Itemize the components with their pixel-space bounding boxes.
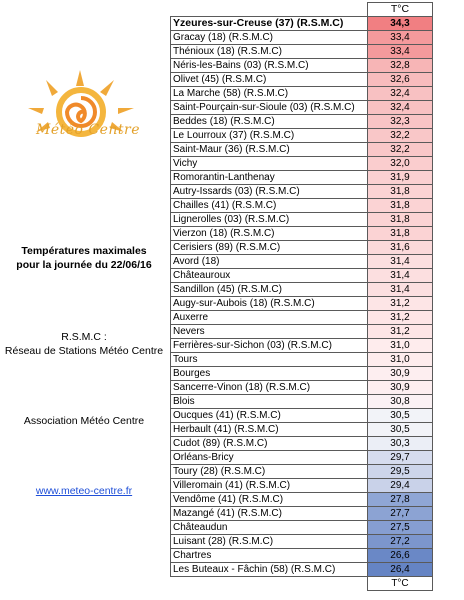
temperature-value: 31,0 xyxy=(368,339,433,353)
table-row xyxy=(171,171,433,185)
table-row xyxy=(171,45,433,59)
table-header-row xyxy=(171,3,433,17)
temperature-value: 31,8 xyxy=(368,227,433,241)
table-row xyxy=(171,437,433,451)
rsmc-line-2: Réseau de Stations Météo Centre xyxy=(4,345,164,357)
temperature-value: 30,5 xyxy=(368,423,433,437)
table-footer-row xyxy=(171,577,433,591)
table-row xyxy=(171,507,433,521)
station-name: Mazangé (41) (R.S.M.C) xyxy=(171,507,368,521)
table-row xyxy=(171,269,433,283)
table-row xyxy=(171,493,433,507)
station-name: Bourges xyxy=(171,367,368,381)
temperature-value: 26,4 xyxy=(368,563,433,577)
sun-spiral-icon xyxy=(6,64,156,154)
temperature-value: 30,9 xyxy=(368,367,433,381)
station-name: Le Lourroux (37) (R.S.M.C) xyxy=(171,129,368,143)
station-name: Oucques (41) (R.S.M.C) xyxy=(171,409,368,423)
table-row xyxy=(171,381,433,395)
station-name: Cerisiers (89) (R.S.M.C) xyxy=(171,241,368,255)
temperature-value: 31,2 xyxy=(368,311,433,325)
temperature-value: 31,4 xyxy=(368,269,433,283)
logo-text: Météo Centre xyxy=(36,122,141,138)
temperature-value: 31,8 xyxy=(368,185,433,199)
station-name: Villeromain (41) (R.S.M.C) xyxy=(171,479,368,493)
temperature-value: 32,6 xyxy=(368,73,433,87)
table-row xyxy=(171,549,433,563)
table-row xyxy=(171,157,433,171)
table-row xyxy=(171,227,433,241)
temperature-value: 33,4 xyxy=(368,45,433,59)
table-row xyxy=(171,479,433,493)
table-row xyxy=(171,367,433,381)
footer-cell: T°C xyxy=(368,577,433,591)
station-name: Olivet (45) (R.S.M.C) xyxy=(171,73,368,87)
station-name: Thénioux (18) (R.S.M.C) xyxy=(171,45,368,59)
header-empty-cell xyxy=(171,3,368,17)
table-row xyxy=(171,563,433,577)
station-name: Gracay (18) (R.S.M.C) xyxy=(171,31,368,45)
temperature-value: 32,8 xyxy=(368,59,433,73)
table-row xyxy=(171,199,433,213)
table-row xyxy=(171,423,433,437)
station-name: Autry-Issards (03) (R.S.M.C) xyxy=(171,185,368,199)
temperature-value: 31,6 xyxy=(368,241,433,255)
temperature-value: 31,2 xyxy=(368,297,433,311)
station-name: Romorantin-Lanthenay xyxy=(171,171,368,185)
table-row xyxy=(171,185,433,199)
station-name: Lignerolles (03) (R.S.M.C) xyxy=(171,213,368,227)
temperature-value: 32,3 xyxy=(368,115,433,129)
temperature-value: 32,2 xyxy=(368,143,433,157)
station-name: Vierzon (18) (R.S.M.C) xyxy=(171,227,368,241)
table-row xyxy=(171,255,433,269)
station-name: Saint-Pourçain-sur-Sioule (03) (R.S.M.C) xyxy=(171,101,368,115)
station-name: Néris-les-Bains (03) (R.S.M.C) xyxy=(171,59,368,73)
temperature-value: 30,8 xyxy=(368,395,433,409)
title-line-2: pour la journée du 22/06/16 xyxy=(16,259,152,271)
temperature-value: 30,3 xyxy=(368,437,433,451)
station-name: Augy-sur-Aubois (18) (R.S.M.C) xyxy=(171,297,368,311)
table-row xyxy=(171,59,433,73)
temperature-value: 34,3 xyxy=(368,17,433,31)
left-panel xyxy=(0,0,168,600)
table-row xyxy=(171,101,433,115)
table-row xyxy=(171,283,433,297)
temperature-table xyxy=(170,2,433,591)
station-name: Châteaudun xyxy=(171,521,368,535)
temperature-value: 27,7 xyxy=(368,507,433,521)
footer-empty-cell xyxy=(171,577,368,591)
station-name: Les Buteaux - Fâchin (58) (R.S.M.C) xyxy=(171,563,368,577)
station-name: Cudot (89) (R.S.M.C) xyxy=(171,437,368,451)
temperature-value: 30,9 xyxy=(368,381,433,395)
temperature-value: 32,4 xyxy=(368,87,433,101)
temperature-value: 29,7 xyxy=(368,451,433,465)
table-row xyxy=(171,311,433,325)
table-row xyxy=(171,213,433,227)
rsmc-line-1: R.S.M.C : xyxy=(61,331,107,343)
temperature-value: 30,5 xyxy=(368,409,433,423)
temperature-value: 31,9 xyxy=(368,171,433,185)
table-row xyxy=(171,325,433,339)
station-name: Tours xyxy=(171,353,368,367)
table-row xyxy=(171,115,433,129)
temperature-value: 27,5 xyxy=(368,521,433,535)
temperature-value: 31,4 xyxy=(368,283,433,297)
table-row xyxy=(171,31,433,45)
temperature-value: 32,4 xyxy=(368,101,433,115)
station-name: Châteauroux xyxy=(171,269,368,283)
station-name: Chailles (41) (R.S.M.C) xyxy=(171,199,368,213)
station-name: Beddes (18) (R.S.M.C) xyxy=(171,115,368,129)
station-name: Orléans-Bricy xyxy=(171,451,368,465)
temperature-value: 31,2 xyxy=(368,325,433,339)
table-row xyxy=(171,339,433,353)
temperature-value: 32,0 xyxy=(368,157,433,171)
temperature-value: 27,8 xyxy=(368,493,433,507)
table-row xyxy=(171,87,433,101)
table-row xyxy=(171,17,433,31)
temperature-value: 29,5 xyxy=(368,465,433,479)
temperature-value: 31,4 xyxy=(368,255,433,269)
temperature-value: 32,2 xyxy=(368,129,433,143)
station-name: Saint-Maur (36) (R.S.M.C) xyxy=(171,143,368,157)
station-name: Vichy xyxy=(171,157,368,171)
table-row xyxy=(171,451,433,465)
table-row xyxy=(171,353,433,367)
station-name: Sandillon (45) (R.S.M.C) xyxy=(171,283,368,297)
temperature-value: 29,4 xyxy=(368,479,433,493)
header-cell: T°C xyxy=(368,3,433,17)
table-row xyxy=(171,143,433,157)
station-name: Nevers xyxy=(171,325,368,339)
station-name: Sancerre-Vinon (18) (R.S.M.C) xyxy=(171,381,368,395)
station-name: Ferrières-sur-Sichon (03) (R.S.M.C) xyxy=(171,339,368,353)
station-name: Yzeures-sur-Creuse (37) (R.S.M.C) xyxy=(171,17,368,31)
table-row xyxy=(171,535,433,549)
table-row xyxy=(171,409,433,423)
station-name: Luisant (28) (R.S.M.C) xyxy=(171,535,368,549)
table-row xyxy=(171,241,433,255)
station-name: Blois xyxy=(171,395,368,409)
table-row xyxy=(171,297,433,311)
station-name: Vendôme (41) (R.S.M.C) xyxy=(171,493,368,507)
table-row xyxy=(171,465,433,479)
temperature-value: 31,8 xyxy=(368,199,433,213)
table-row xyxy=(171,129,433,143)
station-name: Auxerre xyxy=(171,311,368,325)
station-name: Herbault (41) (R.S.M.C) xyxy=(171,423,368,437)
temperature-value: 31,0 xyxy=(368,353,433,367)
station-name: La Marche (58) (R.S.M.C) xyxy=(171,87,368,101)
title-line-1: Températures maximales xyxy=(21,245,147,257)
table-row xyxy=(171,395,433,409)
temperature-value: 31,8 xyxy=(368,213,433,227)
website-link[interactable]: www.meteo-centre.fr xyxy=(35,485,133,497)
station-name: Avord (18) xyxy=(171,255,368,269)
association-label: Association Météo Centre xyxy=(23,415,145,427)
station-name: Chartres xyxy=(171,549,368,563)
temperature-value: 33,4 xyxy=(368,31,433,45)
station-name: Toury (28) (R.S.M.C) xyxy=(171,465,368,479)
temperature-value: 27,2 xyxy=(368,535,433,549)
temperature-value: 26,6 xyxy=(368,549,433,563)
table-row xyxy=(171,73,433,87)
table-row xyxy=(171,521,433,535)
